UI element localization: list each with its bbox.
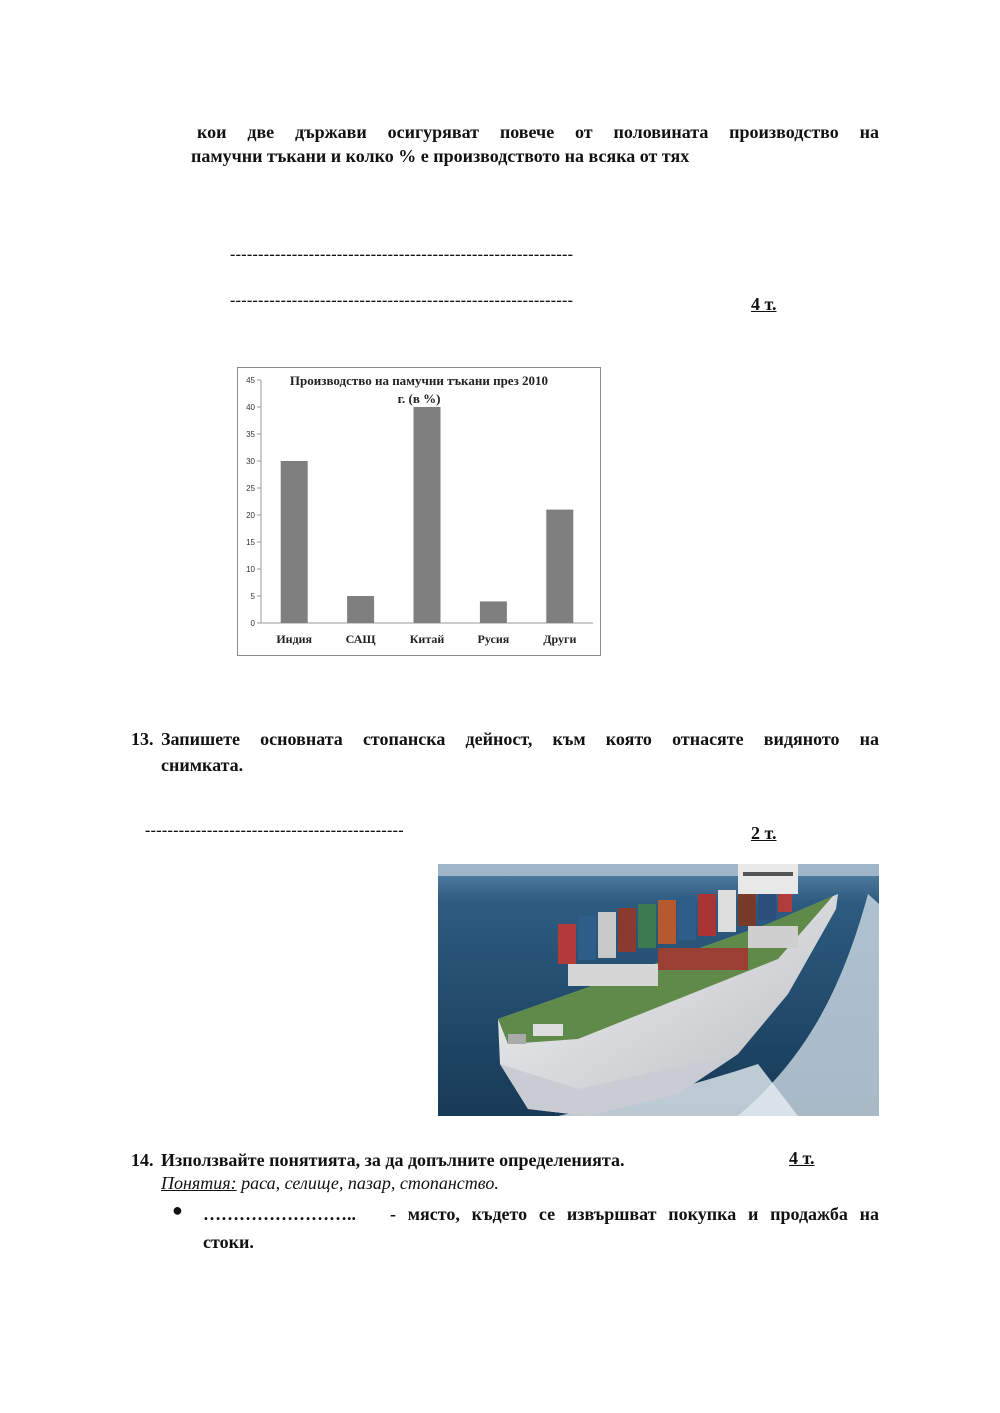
q12-points: 4 т. <box>751 294 777 314</box>
bar-2 <box>347 596 374 623</box>
y-tick-label: 25 <box>246 484 255 493</box>
container-ship-photo <box>438 864 879 1116</box>
y-tick-label: 35 <box>246 430 255 439</box>
q14-definition-line2: стоки. <box>203 1232 254 1252</box>
q13-answer-line[interactable]: ---------------------------------------------- <box>145 822 404 839</box>
bar-4 <box>480 601 507 623</box>
y-tick-label: 15 <box>246 538 255 547</box>
bar-5 <box>546 510 573 623</box>
y-tick-label: 30 <box>246 457 255 466</box>
y-tick-label: 40 <box>246 403 255 412</box>
q14-blank[interactable]: …………………….. <box>203 1204 356 1224</box>
x-tick-label: Русия <box>477 632 510 646</box>
bar-1 <box>281 461 308 623</box>
y-tick-label: 5 <box>250 592 255 601</box>
q14-number: 14. <box>131 1150 154 1170</box>
x-tick-label: Други <box>543 632 577 646</box>
q13-text-line2: снимката. <box>161 755 244 775</box>
concepts-label: Понятия: <box>161 1173 237 1193</box>
cotton-production-chart <box>237 367 601 656</box>
q12-text-line2: памучни тъкани и колко % е производството на всяка от тях <box>191 146 690 166</box>
bar-3 <box>414 407 441 623</box>
x-tick-label: Индия <box>276 632 313 646</box>
q12-answer-line-1[interactable]: ------------------------------------------------------------- <box>230 246 574 263</box>
y-tick-label: 0 <box>250 619 255 628</box>
bullet-icon: ● <box>172 1200 183 1220</box>
q13-number: 13. <box>131 729 154 749</box>
concepts-list: раса, селище, пазар, стопанство. <box>236 1173 499 1193</box>
x-tick-label: Китай <box>409 632 445 646</box>
q14-definition-line1: - място, където се извършват покупка и продажба на <box>390 1204 879 1224</box>
q12-answer-line-2[interactable]: ------------------------------------------------------------- <box>230 292 574 309</box>
chart-title-line2: г. (в %) <box>397 391 441 406</box>
q14-points: 4 т. <box>789 1148 815 1168</box>
y-tick-label: 20 <box>246 511 255 520</box>
q13-text-line1: Запишете основната стопанска дейност, към която отнасяте видяното на <box>161 729 879 749</box>
q13-points: 2 т. <box>751 823 777 843</box>
chart-svg <box>238 368 600 655</box>
chart-title-line1: Производство на памучни тъкани през 2010 <box>289 373 549 388</box>
y-tick-label: 10 <box>246 565 255 574</box>
q14-concepts <box>161 1173 499 1194</box>
x-tick-label: САЩ <box>345 632 376 646</box>
q12-text-line1: кои две държави осигуряват повече от половината производство на <box>197 122 879 142</box>
q14-text: Използвайте понятията, за да допълните определенията. <box>161 1150 625 1170</box>
y-tick-label: 45 <box>246 376 255 385</box>
